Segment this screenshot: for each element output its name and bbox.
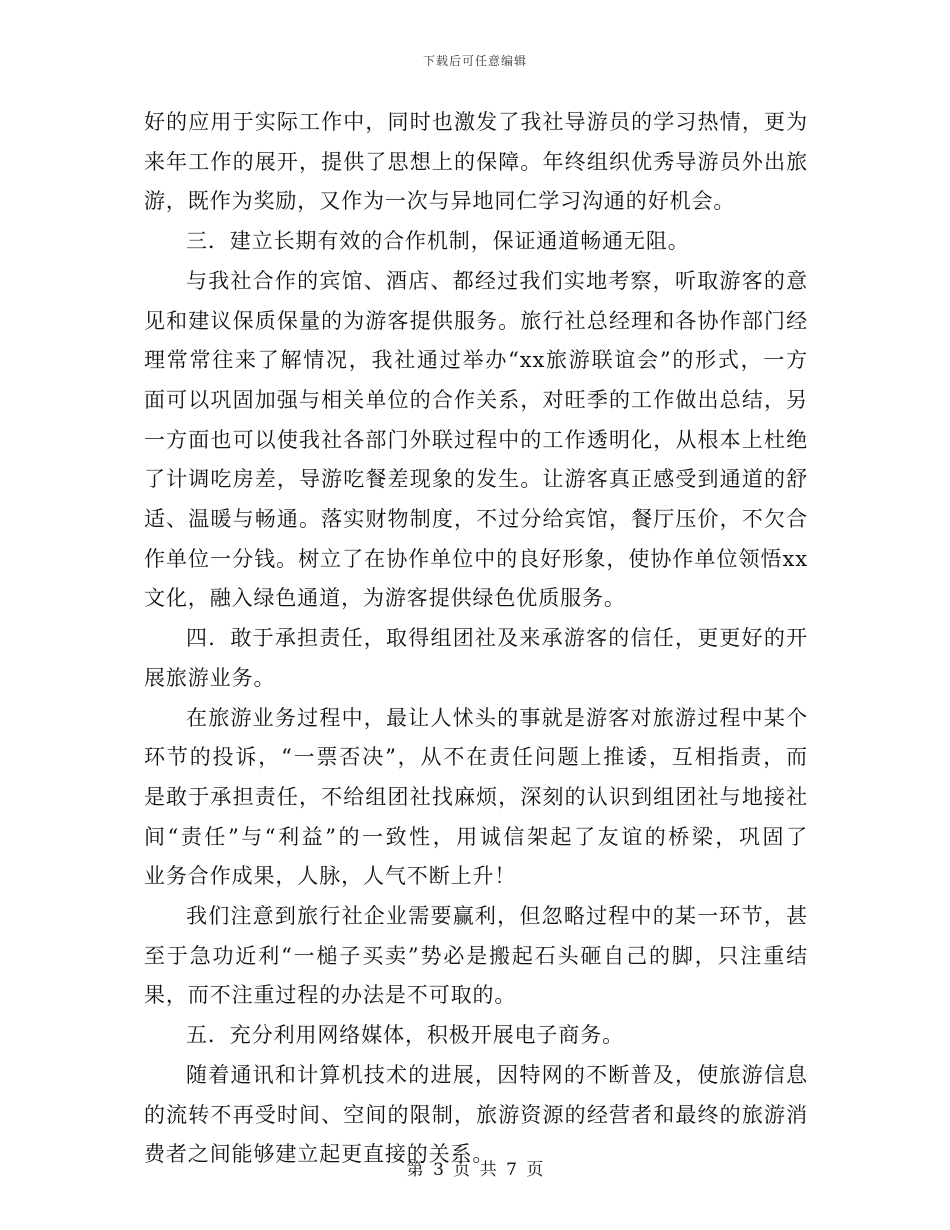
text-line: 四．敢于承担责任，取得组团社及来承游客的信任，更更好的开: [186, 626, 808, 651]
text-line: 见和建议保质保量的为游客提供服务。旅行社总经理和各协作部门经: [144, 308, 808, 333]
page-header: 下载后可任意编辑: [422, 54, 527, 68]
text-line: 文化，融入绿色通道，为游客提供绿色优质服务。: [144, 586, 626, 611]
body-paragraph: [144, 262, 808, 619]
text-line: 来年工作的展开，提供了思想上的保障。年终组织优秀导游员外出旅: [144, 149, 808, 174]
section-heading: [144, 619, 808, 698]
document-body: [144, 103, 808, 1175]
text-line: 与我社合作的宾馆、酒店、都经过我们实地考察，听取游客的意: [186, 268, 808, 293]
text-line: 环节的投诉，“一票否决”，从不在责任问题上推诿，互相指责，而: [144, 745, 808, 770]
page-number-footer: 第 3 页 共 7 页: [406, 1160, 544, 1180]
text-line: 面可以巩固加强与相关单位的合作关系，对旺季的工作做出总结，另: [144, 387, 808, 412]
text-line: 作单位一分钱。树立了在协作单位中的良好形象，使协作单位领悟xx: [144, 546, 808, 571]
text-line: 展旅游业务。: [144, 665, 276, 690]
body-paragraph: [144, 699, 808, 898]
text-line: 至于急功近利“一槌子买卖”势必是搬起石头砸自己的脚，只注重结: [144, 943, 808, 968]
body-paragraph: [144, 103, 808, 222]
text-line: 一方面也可以使我社各部门外联过程中的工作透明化，从根本上杜绝: [144, 427, 808, 452]
text-line: 果，而不注重过程的办法是不可取的。: [144, 983, 517, 1008]
text-line: 随着通讯和计算机技术的进展，因特网的不断普及，使旅游信息: [186, 1062, 808, 1087]
text-line: 费者之间能够建立起更直接的关系。: [144, 1142, 495, 1167]
text-line: 适、温暖与畅通。落实财物制度，不过分给宾馆，餐厅压价，不欠合: [144, 507, 808, 532]
text-line: 是敢于承担责任，不给组团社找麻烦，深刻的认识到组团社与地接社: [144, 784, 808, 809]
body-paragraph: [144, 897, 808, 1016]
text-line: 间“责任”与“利益”的一致性，用诚信架起了友谊的桥梁，巩固了: [144, 824, 808, 849]
section-heading: [144, 1016, 808, 1056]
text-line: 三．建立长期有效的合作机制，保证通道畅通无阻。: [186, 229, 690, 254]
text-line: 理常常往来了解情况，我社通过举办“xx旅游联谊会”的形式，一方: [144, 348, 808, 373]
text-line: 了计调吃房差，导游吃餐差现象的发生。让游客真正感受到通道的舒: [144, 467, 808, 492]
text-line: 好的应用于实际工作中，同时也激发了我社导游员的学习热情，更为: [144, 110, 808, 134]
text-line: 业务合作成果，人脉，人气不断上升！: [144, 864, 517, 889]
text-line: 我们注意到旅行社企业需要赢利，但忽略过程中的某一环节，甚: [186, 904, 808, 929]
text-line: 的流转不再受时间、空间的限制，旅游资源的经营者和最终的旅游消: [144, 1102, 808, 1127]
text-line: 在旅游业务过程中，最让人怵头的事就是游客对旅游过程中某个: [186, 705, 808, 730]
text-line: 五．充分利用网络媒体，积极开展电子商务。: [186, 1023, 624, 1048]
text-line: 游，既作为奖励，又作为一次与异地同仁学习沟通的好机会。: [144, 189, 736, 214]
section-heading: [144, 222, 808, 262]
